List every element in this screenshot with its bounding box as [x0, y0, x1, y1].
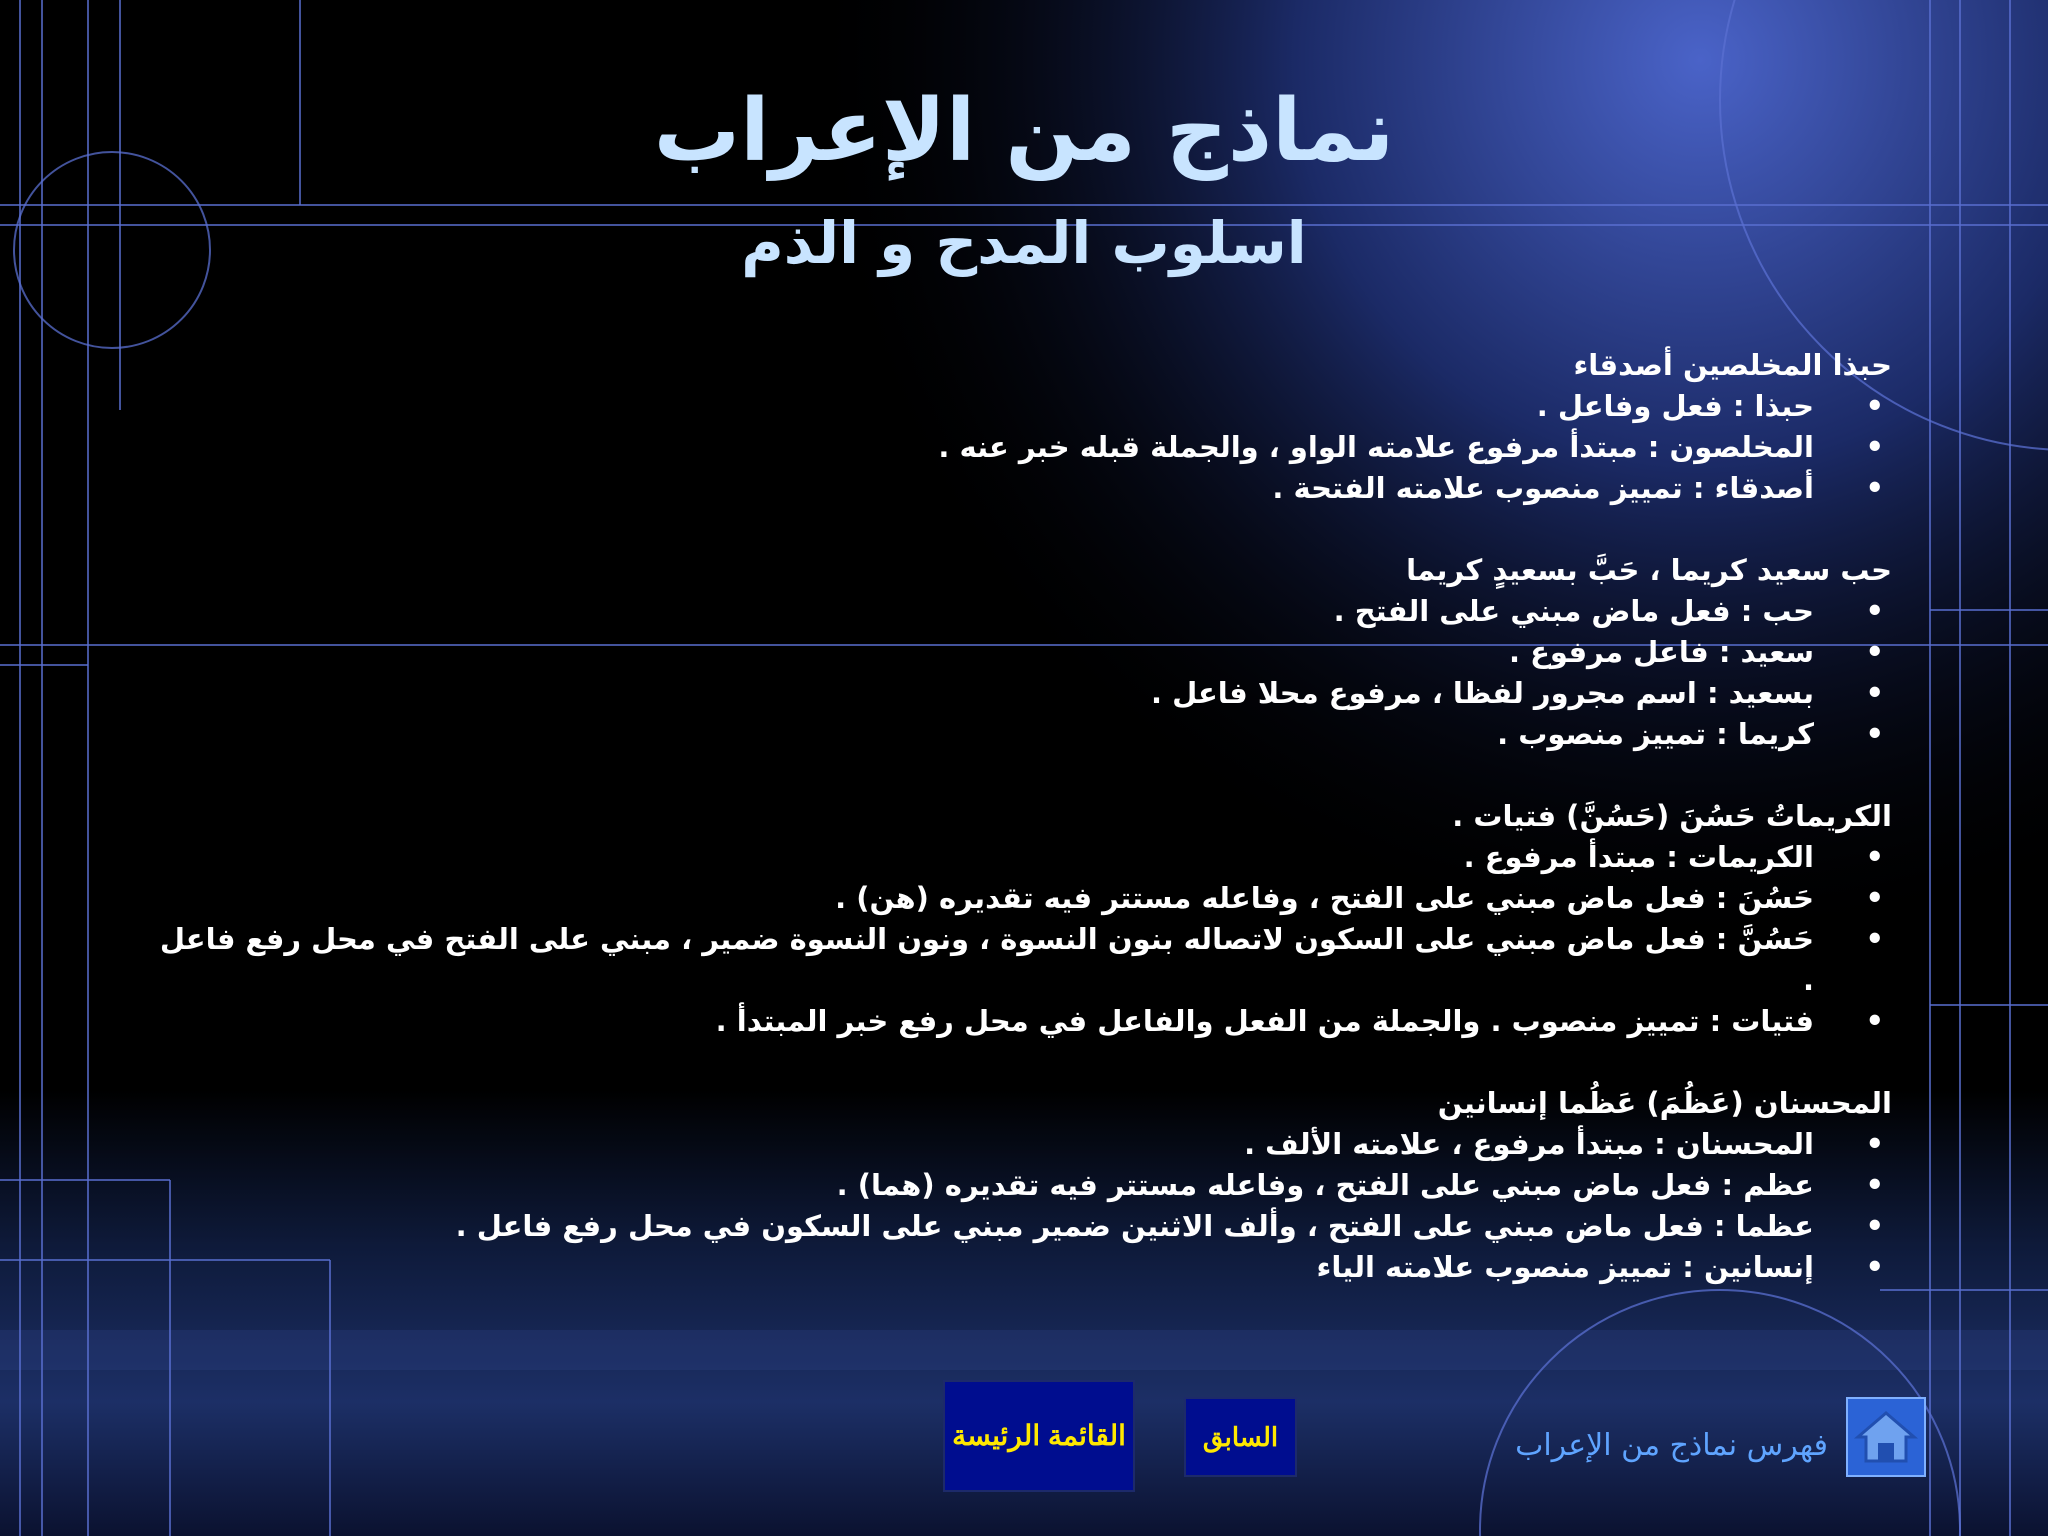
example-heading: حبذا المخلصين أصدقاء: [1573, 348, 1892, 382]
analysis-list: [152, 1124, 1892, 1288]
analysis-item: • أصدقاء : تمييز منصوب علامته الفتحة .: [152, 468, 1892, 509]
analysis-item: • فتيات : تمييز منصوب . والجملة من الفعل والفاعل في محل رفع خبر المبتدأ .: [152, 1001, 1892, 1042]
analysis-list: [152, 837, 1892, 1042]
analysis-item: • كريما : تمييز منصوب .: [152, 714, 1892, 755]
analysis-list: [152, 386, 1892, 509]
slide-title: نماذج من الإعراب: [653, 81, 1395, 181]
example-heading: الكريماتُ حَسُنَ (حَسُنَّ) فتيات .: [1452, 799, 1892, 833]
main-menu-button[interactable]: القائمة الرئيسة: [943, 1380, 1135, 1492]
previous-button[interactable]: السابق: [1184, 1397, 1297, 1477]
analysis-item: • سعيد : فاعل مرفوع .: [152, 632, 1892, 673]
example-section: [152, 550, 1892, 755]
example-section: [152, 1083, 1892, 1288]
analysis-list: [152, 591, 1892, 755]
home-icon: [1848, 1399, 1924, 1475]
analysis-item: • حَسُنَّ : فعل ماض مبني على السكون لاتصاله بنون النسوة ، ونون النسوة ضمير ، مبني على الفتح في محل رفع فاعل .: [152, 919, 1892, 1001]
analysis-item: • عظم : فعل ماض مبني على الفتح ، وفاعله مستتر فيه تقديره (هما) .: [152, 1165, 1892, 1206]
analysis-item: • حَسُنَ : فعل ماض مبني على الفتح ، وفاعله مستتر فيه تقديره (هن) .: [152, 878, 1892, 919]
examples-content: [152, 345, 1892, 1329]
example-heading: حب سعيد كريما ، حَبَّ بسعيدٍ كريما: [1406, 553, 1892, 587]
analysis-item: • حب : فعل ماض مبني على الفتح .: [152, 591, 1892, 632]
analysis-item: • المخلصون : مبتدأ مرفوع علامته الواو ، والجملة قبله خبر عنه .: [152, 427, 1892, 468]
analysis-item: • إنسانين : تمييز منصوب علامته الياء: [152, 1247, 1892, 1288]
analysis-item: • المحسنان : مبتدأ مرفوع ، علامته الألف .: [152, 1124, 1892, 1165]
slide-subtitle: اسلوب المدح و الذم: [741, 209, 1307, 277]
example-heading: المحسنان (عَظُمَ) عَظُما إنسانين: [1437, 1086, 1892, 1120]
home-button[interactable]: [1846, 1397, 1926, 1477]
example-section: [152, 796, 1892, 1042]
analysis-item: • عظما : فعل ماض مبني على الفتح ، وألف الاثنين ضمير مبني على السكون في محل رفع فاعل .: [152, 1206, 1892, 1247]
analysis-item: • حبذا : فعل وفاعل .: [152, 386, 1892, 427]
analysis-item: • الكريمات : مبتدأ مرفوع .: [152, 837, 1892, 878]
index-link[interactable]: فهرس نماذج من الإعراب: [1515, 1428, 1828, 1463]
example-section: [152, 345, 1892, 509]
analysis-item: • بسعيد : اسم مجرور لفظا ، مرفوع محلا فاعل .: [152, 673, 1892, 714]
